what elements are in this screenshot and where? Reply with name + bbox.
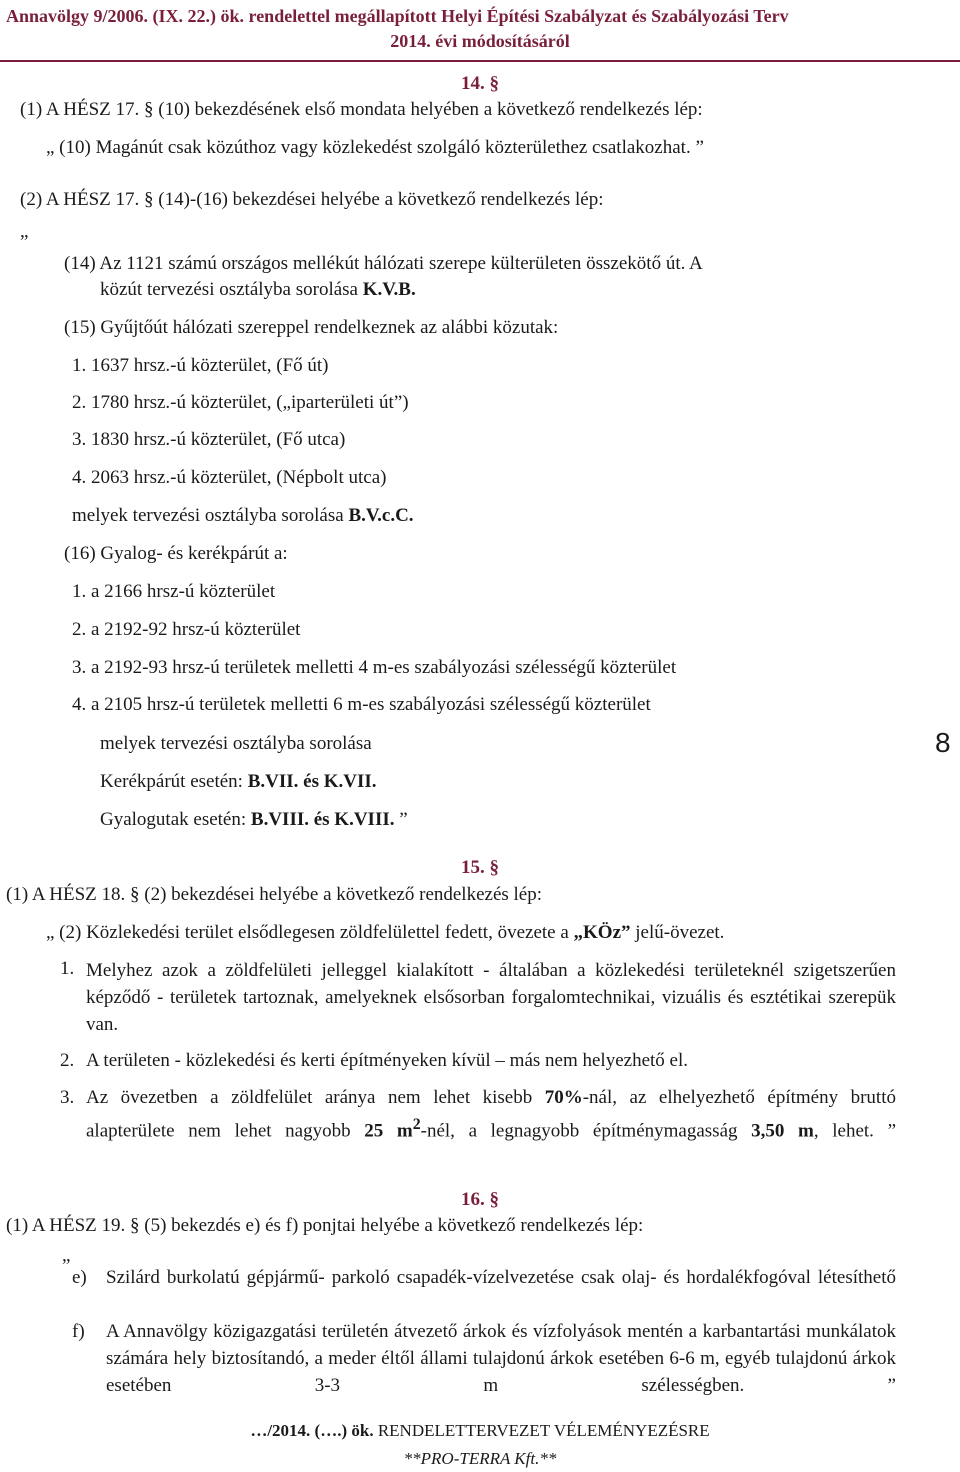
- s16-item-e-text: Szilárd burkolatú gépjármű- parkoló csapadék-vízelvezetése csak olaj- és hordalékfogóval létesíthető: [106, 1267, 896, 1288]
- s14-item-14-line-1: (14) Az 1121 számú országos mellékút hálózati szerepe külterületen összekötő út. A: [64, 253, 703, 274]
- s14-paragraph-1: (1) A HÉSZ 17. § (10) bekezdésének első mondata helyében a következő rendelkezés lép:: [20, 99, 703, 120]
- s14-paragraph-2: (2) A HÉSZ 17. § (14)-(16) bekezdései helyébe a következő rendelkezés lép:: [20, 189, 604, 210]
- s14-item-15: (15) Gyűjtőút hálózati szereppel rendelkeznek az alábbi közutak:: [64, 317, 559, 338]
- list-item: 2. 1780 hrsz.-ú közterület, („iparterületi út”): [72, 392, 409, 413]
- s14-class-15: melyek tervezési osztályba sorolása B.V.c.C.: [72, 505, 414, 526]
- s15-item-2-text: A területen - közlekedési és kerti építményeken kívül – más nem helyezhető el.: [86, 1050, 688, 1071]
- s14-walk-class: Gyalogutak esetén: B.VIII. és K.VIII. ”: [100, 809, 408, 830]
- list-item: 2. a 2192-92 hrsz-ú közterület: [72, 619, 301, 640]
- s16-quote-open: „: [62, 1245, 71, 1266]
- s14-bike-class: Kerékpárút esetén: B.VII. és K.VII.: [100, 771, 377, 792]
- section-16-title: 16. §: [461, 1189, 499, 1210]
- s14-item-16: (16) Gyalog- és kerékpárút a:: [64, 543, 288, 564]
- s15-item-2-number: 2.: [60, 1050, 75, 1071]
- s16-item-f-label: f): [72, 1321, 85, 1342]
- s16-item-f-text: A Annavölgy közigazgatási területén átvezető árkok és vízfolyások mentén a karbantartási munkálatok számára hely biztosítandó, a meder éltől állami tulajdonú árkok esetében 6-6 m, egyéb tulajdonú árkok esetében 3-3 m szélességben. ”: [106, 1321, 896, 1396]
- s15-item-3-text: Az övezetben a zöldfelület aránya nem lehet kisebb 70%-nál, az elhelyezhető építmény bruttó alapterülete nem lehet nagyobb 25 $m^2$-nél, a legnagyobb építménymagasság 3,50 m, lehet. ”: [86, 1087, 896, 1142]
- header-divider: [0, 60, 960, 62]
- s15-paragraph-1: (1) A HÉSZ 18. § (2) bekezdései helyébe a következő rendelkezés lép:: [6, 884, 543, 905]
- s14-class-16: melyek tervezési osztályba sorolása: [100, 733, 372, 754]
- s14-quote-open: „: [20, 221, 29, 242]
- footer-line-2: **PRO-TERRA Kft.**: [403, 1449, 557, 1468]
- footer-line-1: …/2014. (….) ök. RENDELETTERVEZET VÉLEMÉNYEZÉSRE: [250, 1421, 710, 1440]
- page-number: 8: [935, 727, 951, 758]
- section-15-title: 15. §: [461, 857, 499, 878]
- header-line-1: Annavölgy 9/2006. (IX. 22.) ök. rendelettel megállapított Helyi Építési Szabályzat és Szabályozási Terv: [6, 6, 789, 26]
- list-item: 4. 2063 hrsz.-ú közterület, (Népbolt utca): [72, 467, 387, 488]
- section-14-title: 14. §: [461, 73, 499, 94]
- s15-item-1-text: Melyhez azok a zöldfelületi jelleggel kialakított - általában a közlekedési területeknél szigetszerűen képződő - területek tartoznak, amelyeknek elsősorban forgalomtechnikai, vizuális és esztétikai szerepük van.: [86, 960, 896, 1035]
- list-item: 1. a 2166 hrsz-ú közterület: [72, 581, 276, 602]
- list-item: 3. 1830 hrsz.-ú közterület, (Fő utca): [72, 429, 346, 450]
- s14-quote-10: „ (10) Magánút csak közúthoz vagy közlekedést szolgáló közterülethez csatlakozhat. ”: [46, 137, 704, 158]
- s14-item-14-line-2: közút tervezési osztályba sorolása K.V.B.: [100, 279, 416, 300]
- s15-quote: „ (2) Közlekedési terület elsődlegesen zöldfelülettel fedett, övezete a „KÖz” jelű-övezet.: [46, 922, 725, 943]
- s15-item-3-number: 3.: [60, 1087, 75, 1108]
- s16-paragraph-1: (1) A HÉSZ 19. § (5) bekezdés e) és f) ponjtai helyébe a következő rendelkezés lép:: [6, 1215, 644, 1236]
- header-line-2: 2014. évi módosításáról: [390, 31, 570, 51]
- s16-item-e-label: e): [72, 1267, 87, 1288]
- list-item: 3. a 2192-93 hrsz-ú területek melletti 4 m-es szabályozási szélességű közterület: [72, 657, 677, 678]
- list-item: 4. a 2105 hrsz-ú területek melletti 6 m-es szabályozási szélességű közterület: [72, 694, 651, 715]
- list-item: 1. 1637 hrsz.-ú közterület, (Fő út): [72, 355, 329, 376]
- s15-item-1-number: 1.: [60, 958, 75, 979]
